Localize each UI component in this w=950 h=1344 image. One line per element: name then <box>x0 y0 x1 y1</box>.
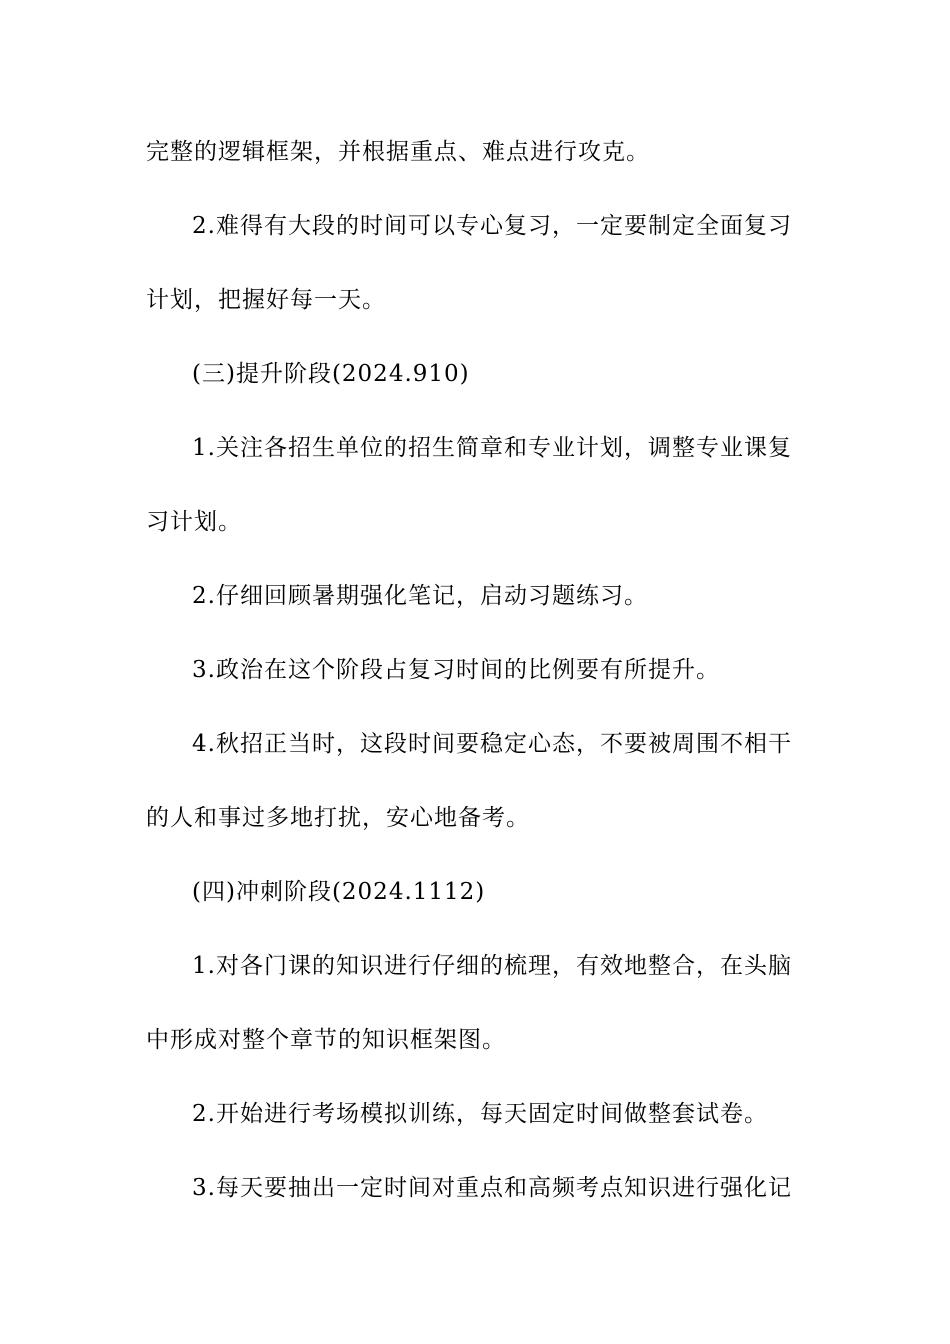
section-heading: (四)冲刺阶段(2024.1112) <box>192 879 486 905</box>
list-item: 1.关注各招生单位的招生简章和专业计划，调整专业课复 <box>192 435 792 461</box>
paragraph-continuation: 完整的逻辑框架，并根据重点、难点进行攻克。 <box>146 139 650 165</box>
list-item: 3.每天要抽出一定时间对重点和高频考点知识进行强化记 <box>192 1175 792 1201</box>
list-item: 2.仔细回顾暑期强化笔记，启动习题练习。 <box>192 583 648 609</box>
list-item-continuation: 计划，把握好每一天。 <box>146 287 386 313</box>
list-item: 2.开始进行考场模拟训练，每天固定时间做整套试卷。 <box>192 1101 768 1127</box>
list-item: 1.对各门课的知识进行仔细的梳理，有效地整合，在头脑 <box>192 953 792 979</box>
list-item-continuation: 习计划。 <box>146 509 242 535</box>
list-item: 3.政治在这个阶段占复习时间的比例要有所提升。 <box>192 657 720 683</box>
list-item-continuation: 中形成对整个章节的知识框架图。 <box>146 1027 506 1053</box>
list-item: 2.难得有大段的时间可以专心复习，一定要制定全面复习 <box>192 213 792 239</box>
list-item-continuation: 的人和事过多地打扰，安心地备考。 <box>146 805 530 831</box>
section-heading: (三)提升阶段(2024.910) <box>192 361 470 387</box>
list-item: 4.秋招正当时，这段时间要稳定心态，不要被周围不相干 <box>192 731 792 757</box>
